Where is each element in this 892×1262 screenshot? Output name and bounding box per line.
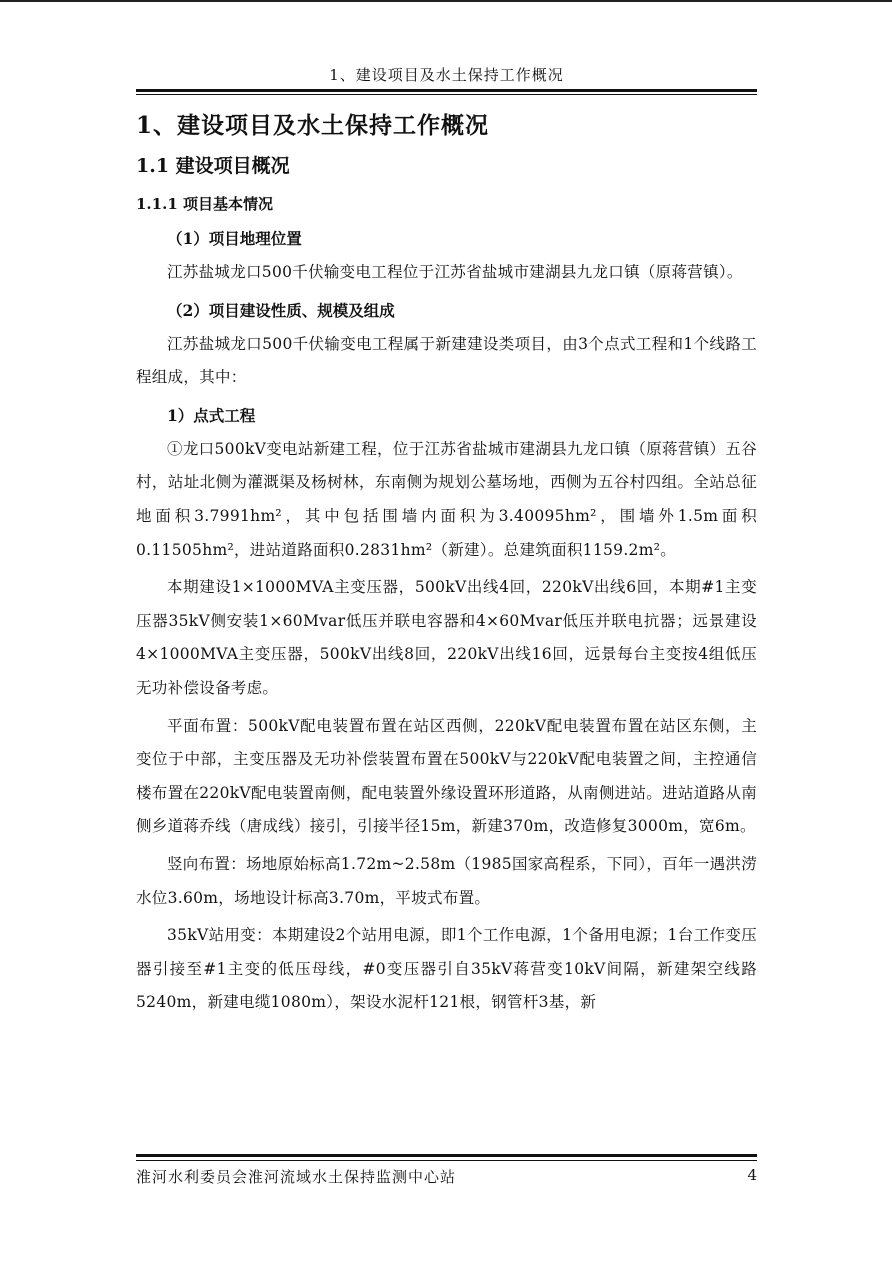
running-header: 1、建设项目及水土保持工作概况: [329, 66, 564, 84]
subsubsection-title: 1.1.1 项目基本情况: [136, 195, 273, 213]
part1-heading: （1）项目地理位置: [167, 229, 302, 248]
section-title: 1、建设项目及水土保持工作概况: [136, 112, 490, 139]
layout-paragraph: 平面布置：500kV配电装置布置在站区西侧，220kV配电装置布置在站区东侧，主变位于中部，主变压器及无功补偿装置布置在500kV与220kV配电装置之间，主控通信楼布置在220kV配电装置南侧，配电装置外缘设置环形道路，从南侧进站。进站道路从南侧乡道蒋乔线（唐成线）接引，引接半径15m，新建370m，改造修复3000m，宽6m。: [136, 716, 757, 836]
part1-paragraph: 江苏盐城龙口500千伏输变电工程位于江苏省盐城市建湖县九龙口镇（原蒋营镇）。: [167, 263, 743, 281]
construction-scale-paragraph: 本期建设1×1000MVA主变压器，500kV出线4回，220kV出线6回，本期#1主变压器35kV侧安装1×60Mvar低压并联电容器和4×60Mvar低压并联电抗器；远景建设4×1000MVA主变压器，500kV出线8回，220kV出线16回，远景每台主变按4组低压无功补偿设备考虑。: [136, 578, 757, 697]
footer-rule-thin: [136, 1160, 757, 1161]
vertical-layout-paragraph: 竖向布置：场地原始标高1.72m~2.58m（1985国家高程系，下同），百年一遇洪涝水位3.60m，场地设计标高3.70m，平坡式布置。: [136, 854, 758, 907]
part2-paragraph: 江苏盐城龙口500千伏输变电工程属于新建建设类项目，由3个点式工程和1个线路工程组成，其中：: [136, 334, 757, 387]
part2-heading: （2）项目建设性质、规模及组成: [167, 300, 395, 320]
item-heading: 1）点式工程: [167, 405, 256, 425]
footer-rule: [136, 1154, 757, 1157]
subsection-title: 1.1 建设项目概况: [136, 155, 290, 177]
header-rule: [136, 89, 757, 92]
page-body: [136, 106, 757, 1024]
page-number: 4: [747, 1166, 757, 1184]
header-rule-thin: [136, 94, 757, 95]
station-transformer-paragraph: 35kV站用变：本期建设2个站用电源，即1个工作电源，1个备用电源；1台工作变压器引接至#1主变的低压母线，#0变压器引自35kV蒋营变10kV间隔，新建架空线路5240m，新建电缆1080m），架设水泥杆121根，钢管杆3基，新: [136, 926, 757, 1012]
footer-organization: 淮河水利委员会淮河流域水土保持监测中心站: [136, 1168, 457, 1186]
top-border: [0, 0, 892, 2]
substation-paragraph: ①龙口500kV变电站新建工程，位于江苏省盐城市建湖县九龙口镇（原蒋营镇）五谷村，站址北侧为灌溉渠及杨树林，东南侧为规划公墓场地，西侧为五谷村四组。全站总征地面积3.7991hm²，其中包括围墙内面积为3.40095hm²，围墙外1.5m面积0.11505hm²，进站道路面积0.2831hm²（新建）。总建筑面积1159.2m²。: [136, 439, 757, 559]
